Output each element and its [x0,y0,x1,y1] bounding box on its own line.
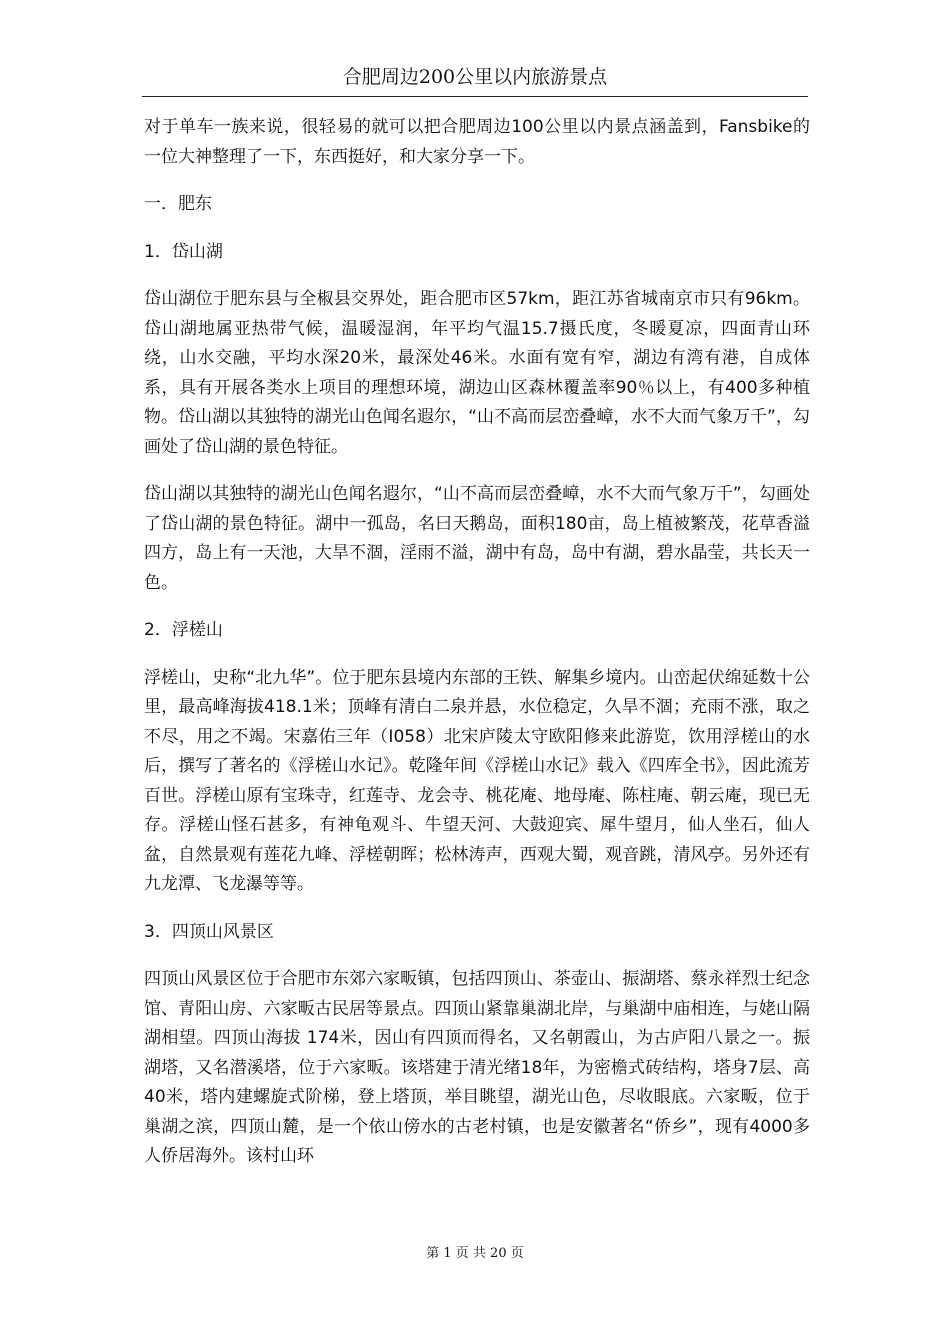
item-heading-siding-mountain: 3．四顶山风景区 [144,921,274,942]
page-footer-number: 第 1 页 共 20 页 [426,1246,524,1261]
section-heading-feidong: 一．肥东 [144,194,212,214]
header-divider [142,96,808,97]
document-body [144,113,810,1190]
paragraph-fucha-mountain: 浮槎山，史称“北九华”。位于肥东县境内东部的王铁、解集乡境内。山峦起伏绵延数十公里，最高峰海拔418.1米；顶峰有清白二泉并悬，水位稳定，久旱不涸；充雨不涨，取之不尽，用之不竭。宋嘉佑三年（I058）北宋庐陵太守欧阳修来此游览，饮用浮槎山的水后，撰写了著名的《浮槎山水记》。乾隆年间《浮槎山水记》载入《四库全书》，因此流芳百世。浮槎山原有宝珠寺，红莲寺、龙会寺、桃花庵、地母庵、陈柱庵、朝云庵，现已无存。浮槎山怪石甚多，有神龟观斗、牛望天河、大鼓迎宾、犀牛望月，仙人坐石，仙人盆，自然景观有莲花九峰、浮槎朝晖；松林涛声，西观大蜀，观音跳，清风亭。另外还有九龙潭、飞龙瀑等等。 [144,667,810,894]
item-heading-daishan-lake: 1．岱山湖 [144,241,223,262]
page-header-title: 合肥周边200公里以内旅游景点 [342,66,608,88]
paragraph-daishan-lake-1: 岱山湖位于肥东县与全椒县交界处，距合肥市区57km，距江苏省城南京市只有96km。岱山湖地属亚热带气候，温暖湿润，年平均气温15.7摄氏度，冬暖夏凉，四面青山环绕，山水交融，平均水深20米，最深处46米。水面有宽有窄，湖边有湾有港，自成体系，具有开展各类水上项目的理想环境，湖边山区森林覆盖率90％以上，有400多种植物。岱山湖以其独特的湖光山色闻名遐尔，“山不高而层峦叠嶂，水不大而气象万千”，勾画处了岱山湖的景色特征。 [144,289,810,457]
paragraph-daishan-lake-2: 岱山湖以其独特的湖光山色闻名遐尔，“山不高而层峦叠嶂，水不大而气象万千”，勾画处了岱山湖的景色特征。湖中一孤岛，名曰天鹅岛，面积180亩，岛上植被繁茂，花草香溢四方，岛上有一天池，大旱不涸，淫雨不溢，湖中有岛，岛中有湖，碧水晶莹，共长天一色。 [144,484,810,593]
item-heading-fucha-mountain: 2．浮槎山 [144,620,223,640]
intro-paragraph: 对于单车一族来说，很轻易的就可以把合肥周边100公里以内景点涵盖到，Fansbike的一位大神整理了一下，东西挺好，和大家分享一下。 [144,117,810,167]
paragraph-siding-mountain: 四顶山风景区位于合肥市东郊六家畈镇，包括四顶山、茶壶山、振湖塔、蔡永祥烈士纪念馆、青阳山房、六家畈古民居等景点。四顶山紧靠巢湖北岸，与巢湖中庙相连，与姥山隔湖相望。四顶山海拔 174米，因山有四顶而得名，又名朝霞山，为古庐阳八景之一。振湖塔，又名潜溪塔，位于六家畈。该塔建于清光绪18年，为密檐式砖结构，塔身7层、高40米，塔内建螺旋式阶梯，登上塔顶，举目眺望，湖光山色，尽收眼底。六家畈，位于巢湖之滨，四顶山麓，是一个依山傍水的古老村镇，也是安徽著名“侨乡”，现有4000多人侨居海外。该村山环 [144,969,810,1166]
